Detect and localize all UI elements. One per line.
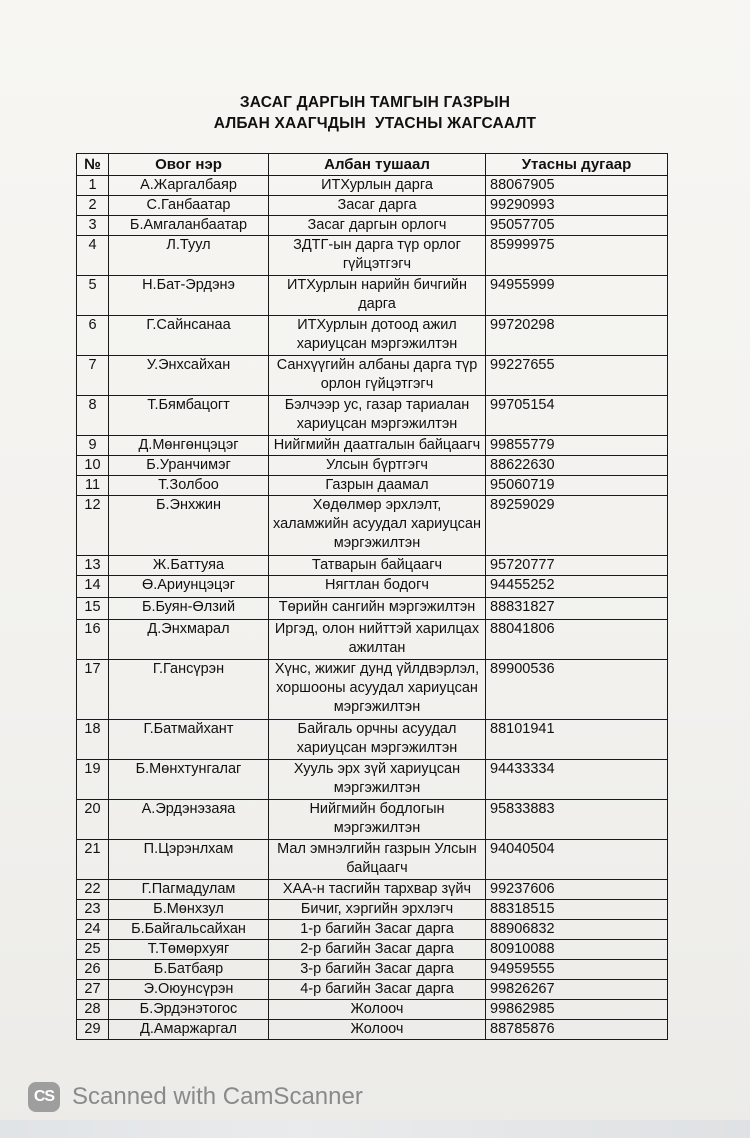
row-number: 28	[77, 1000, 109, 1020]
table-row	[77, 396, 668, 436]
row-number: 26	[77, 960, 109, 980]
staff-position: Улсын бүртгэгч	[269, 456, 486, 476]
staff-name: Д.Мөнгөнцэцэг	[109, 436, 269, 456]
table-row	[77, 1020, 668, 1040]
row-number: 21	[77, 840, 109, 880]
staff-phone: 88067905	[486, 176, 668, 196]
staff-name: Ө.Ариунцэцэг	[109, 576, 269, 598]
row-number: 5	[77, 276, 109, 316]
staff-phone: 94959555	[486, 960, 668, 980]
staff-position: Хууль эрх зүй хариуцсан мэргэжилтэн	[269, 760, 486, 800]
staff-name: Б.Мөнхтунгалаг	[109, 760, 269, 800]
row-number: 6	[77, 316, 109, 356]
staff-name: Т.Төмөрхуяг	[109, 940, 269, 960]
document-title	[0, 92, 750, 134]
staff-position: 1-р багийн Засаг дарга	[269, 920, 486, 940]
staff-phone-table	[76, 153, 668, 1040]
staff-phone: 88101941	[486, 720, 668, 760]
staff-phone: 88318515	[486, 900, 668, 920]
header-phone: Утасны дугаар	[486, 154, 668, 176]
staff-position: Жолооч	[269, 1000, 486, 1020]
staff-position: ЗДТГ-ын дарга түр орлог гүйцэтгэгч	[269, 236, 486, 276]
row-number: 8	[77, 396, 109, 436]
row-number: 2	[77, 196, 109, 216]
staff-phone: 95060719	[486, 476, 668, 496]
table-row	[77, 356, 668, 396]
row-number: 1	[77, 176, 109, 196]
staff-name: У.Энхсайхан	[109, 356, 269, 396]
staff-position: Бичиг, хэргийн эрхлэгч	[269, 900, 486, 920]
row-number: 18	[77, 720, 109, 760]
table-row	[77, 236, 668, 276]
table-row	[77, 1000, 668, 1020]
row-number: 22	[77, 880, 109, 900]
title-line-1: ЗАСАГ ДАРГЫН ТАМГЫН ГАЗРЫН	[239, 94, 511, 111]
staff-name: Б.Байгальсайхан	[109, 920, 269, 940]
row-number: 9	[77, 436, 109, 456]
staff-name: Г.Гансүрэн	[109, 660, 269, 720]
table-row	[77, 760, 668, 800]
table-row	[77, 576, 668, 598]
staff-position: ИТХурлын дарга	[269, 176, 486, 196]
row-number: 12	[77, 496, 109, 556]
staff-phone: 88622630	[486, 456, 668, 476]
staff-name: Б.Уранчимэг	[109, 456, 269, 476]
staff-name: П.Цэрэнлхам	[109, 840, 269, 880]
row-number: 29	[77, 1020, 109, 1040]
staff-name: Б.Буян-Өлзий	[109, 598, 269, 620]
header-position: Албан тушаал	[269, 154, 486, 176]
table-row	[77, 456, 668, 476]
row-number: 7	[77, 356, 109, 396]
row-number: 11	[77, 476, 109, 496]
table-row	[77, 900, 668, 920]
staff-name: Б.Эрдэнэтогос	[109, 1000, 269, 1020]
row-number: 23	[77, 900, 109, 920]
table-row	[77, 276, 668, 316]
staff-phone: 95057705	[486, 216, 668, 236]
staff-phone: 99290993	[486, 196, 668, 216]
staff-position: Нийгмийн бодлогын мэргэжилтэн	[269, 800, 486, 840]
staff-name: А.Жаргалбаяр	[109, 176, 269, 196]
staff-phone: 94455252	[486, 576, 668, 598]
staff-position: 3-р багийн Засаг дарга	[269, 960, 486, 980]
camscanner-logo-icon: CS	[28, 1082, 60, 1112]
staff-position: Иргэд, олон нийттэй харилцах ажилтан	[269, 620, 486, 660]
staff-position: Төрийн сангийн мэргэжилтэн	[269, 598, 486, 620]
staff-phone: 95833883	[486, 800, 668, 840]
staff-name: А.Эрдэнэзаяа	[109, 800, 269, 840]
staff-phone: 94040504	[486, 840, 668, 880]
title-line-2: АЛБАН ХААГЧДЫН УТАСНЫ ЖАГСААЛТ	[213, 115, 537, 132]
table-row	[77, 720, 668, 760]
staff-position: Газрын даамал	[269, 476, 486, 496]
staff-position: Нягтлан бодогч	[269, 576, 486, 598]
staff-position: Мал эмнэлгийн газрын Улсын байцаагч	[269, 840, 486, 880]
staff-position: Байгаль орчны асуудал хариуцсан мэргэжилтэн	[269, 720, 486, 760]
table-row	[77, 216, 668, 236]
staff-phone: 95720777	[486, 556, 668, 576]
staff-name: Ж.Баттуяа	[109, 556, 269, 576]
table-row	[77, 476, 668, 496]
staff-position: Санхүүгийн албаны дарга түр орлон гүйцэтгэгч	[269, 356, 486, 396]
table-row	[77, 800, 668, 840]
staff-name: Д.Амаржаргал	[109, 1020, 269, 1040]
table-row	[77, 176, 668, 196]
staff-phone: 89259029	[486, 496, 668, 556]
staff-name: Н.Бат-Эрдэнэ	[109, 276, 269, 316]
row-number: 27	[77, 980, 109, 1000]
row-number: 4	[77, 236, 109, 276]
staff-phone: 99862985	[486, 1000, 668, 1020]
staff-name: Б.Мөнхзул	[109, 900, 269, 920]
staff-phone: 99826267	[486, 980, 668, 1000]
staff-position: Бэлчээр ус, газар тариалан хариуцсан мэргэжилтэн	[269, 396, 486, 436]
table-row	[77, 940, 668, 960]
staff-name: Б.Амгаланбаатар	[109, 216, 269, 236]
scanner-watermark	[28, 1080, 363, 1114]
staff-position: ИТХурлын нарийн бичгийн дарга	[269, 276, 486, 316]
staff-position: ХАА-н тасгийн тархвар зүйч	[269, 880, 486, 900]
row-number: 20	[77, 800, 109, 840]
staff-position: Татварын байцаагч	[269, 556, 486, 576]
table-row	[77, 598, 668, 620]
row-number: 10	[77, 456, 109, 476]
staff-position: Хүнс, жижиг дунд үйлдвэрлэл, хоршооны асуудал хариуцсан мэргэжилтэн	[269, 660, 486, 720]
staff-name: Г.Сайнсанаа	[109, 316, 269, 356]
table-header-row	[77, 154, 668, 176]
table-row	[77, 556, 668, 576]
staff-phone: 99227655	[486, 356, 668, 396]
staff-name: Б.Батбаяр	[109, 960, 269, 980]
staff-phone: 99720298	[486, 316, 668, 356]
staff-position: Жолооч	[269, 1020, 486, 1040]
staff-position: Засаг дарга	[269, 196, 486, 216]
staff-name: Д.Энхмарал	[109, 620, 269, 660]
header-number: №	[77, 154, 109, 176]
staff-phone: 88831827	[486, 598, 668, 620]
staff-phone: 88906832	[486, 920, 668, 940]
table-row	[77, 960, 668, 980]
table-row	[77, 840, 668, 880]
staff-position: ИТХурлын дотоод ажил хариуцсан мэргэжилтэн	[269, 316, 486, 356]
scan-edge-shadow	[0, 1120, 750, 1138]
row-number: 19	[77, 760, 109, 800]
staff-phone: 99705154	[486, 396, 668, 436]
staff-phone: 89900536	[486, 660, 668, 720]
staff-name: Г.Батмайхант	[109, 720, 269, 760]
row-number: 17	[77, 660, 109, 720]
table-row	[77, 920, 668, 940]
header-name: Овог нэр	[109, 154, 269, 176]
row-number: 25	[77, 940, 109, 960]
staff-position: 4-р багийн Засаг дарга	[269, 980, 486, 1000]
staff-name: Т.Бямбацогт	[109, 396, 269, 436]
table-row	[77, 196, 668, 216]
row-number: 24	[77, 920, 109, 940]
staff-name: Т.Золбоо	[109, 476, 269, 496]
staff-phone: 99855779	[486, 436, 668, 456]
row-number: 15	[77, 598, 109, 620]
staff-phone: 88785876	[486, 1020, 668, 1040]
row-number: 14	[77, 576, 109, 598]
table-row	[77, 496, 668, 556]
staff-name: Б.Энхжин	[109, 496, 269, 556]
table-row	[77, 880, 668, 900]
staff-phone: 88041806	[486, 620, 668, 660]
staff-name: С.Ганбаатар	[109, 196, 269, 216]
table-row	[77, 436, 668, 456]
staff-name: Г.Пагмадулам	[109, 880, 269, 900]
table-row	[77, 660, 668, 720]
staff-phone: 80910088	[486, 940, 668, 960]
table-body	[77, 176, 668, 1040]
staff-position: Хөдөлмөр эрхлэлт, халамжийн асуудал хариуцсан мэргэжилтэн	[269, 496, 486, 556]
table-row	[77, 316, 668, 356]
staff-position: Нийгмийн даатгалын байцаагч	[269, 436, 486, 456]
staff-phone: 94955999	[486, 276, 668, 316]
row-number: 3	[77, 216, 109, 236]
staff-name: Л.Туул	[109, 236, 269, 276]
row-number: 13	[77, 556, 109, 576]
staff-name: Э.Оюунсүрэн	[109, 980, 269, 1000]
staff-phone: 94433334	[486, 760, 668, 800]
table-row	[77, 980, 668, 1000]
watermark-text: Scanned with CamScanner	[72, 1083, 363, 1110]
table-row	[77, 620, 668, 660]
staff-phone: 99237606	[486, 880, 668, 900]
staff-position: 2-р багийн Засаг дарга	[269, 940, 486, 960]
row-number: 16	[77, 620, 109, 660]
staff-position: Засаг даргын орлогч	[269, 216, 486, 236]
staff-phone: 85999975	[486, 236, 668, 276]
